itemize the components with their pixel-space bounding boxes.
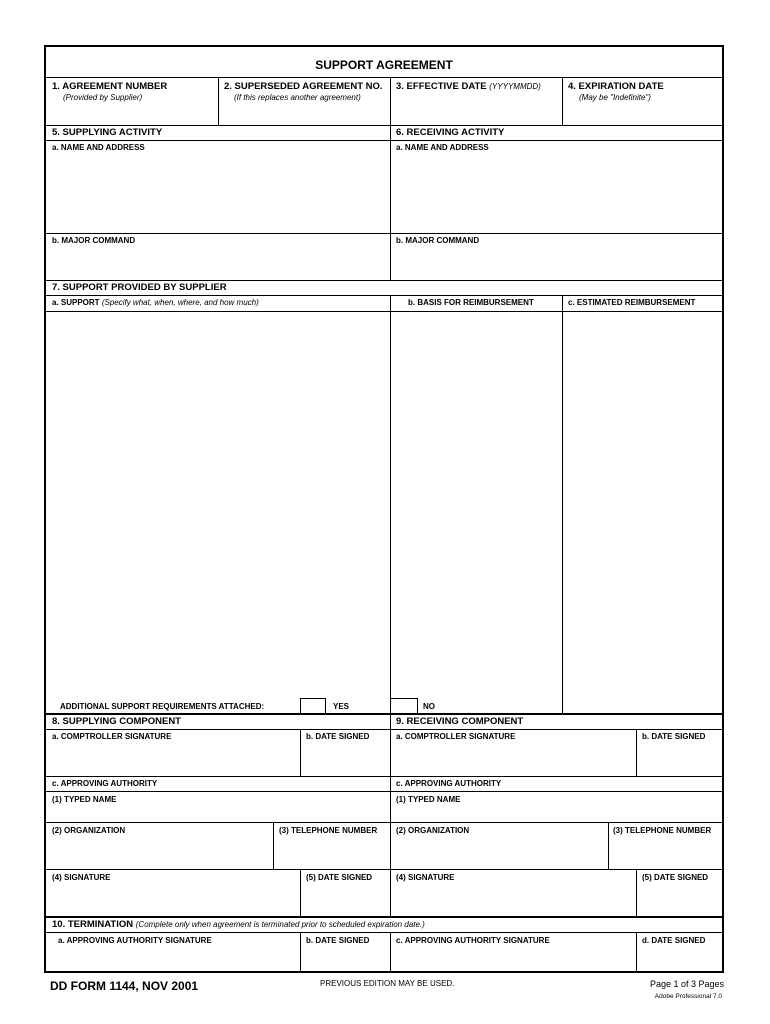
box9c3-label: (3) TELEPHONE NUMBER <box>613 826 712 835</box>
additional-support-label: ADDITIONAL SUPPORT REQUIREMENTS ATTACHED: <box>60 702 265 711</box>
receiving-telephone-field[interactable] <box>608 837 722 869</box>
basis-reimbursement-field[interactable] <box>390 312 562 713</box>
box8c5-label: (5) DATE SIGNED <box>306 873 373 882</box>
termination-signature-a-field[interactable] <box>46 947 300 971</box>
box6a-label: a. NAME AND ADDRESS <box>396 143 489 152</box>
box7a-note: (Specify what, when, where, and how much) <box>101 298 259 307</box>
page-count: Page 1 of 3 Pages <box>649 979 724 989</box>
receiving-approver-date-field[interactable] <box>636 884 722 917</box>
yes-label: YES <box>333 702 350 711</box>
form-id: DD FORM 1144, NOV 2001 <box>50 979 199 993</box>
additional-support-yes-checkbox[interactable] <box>300 698 326 714</box>
box8b-label: b. DATE SIGNED <box>306 732 370 741</box>
box7a-label: a. SUPPORT (Specify what, when, where, and how much) <box>52 298 259 307</box>
box8-label: 8. SUPPLYING COMPONENT <box>52 716 181 727</box>
receiving-typed-name-field[interactable] <box>390 805 722 822</box>
supplying-organization-field[interactable] <box>46 837 273 869</box>
box8c3-label: (3) TELEPHONE NUMBER <box>279 826 378 835</box>
box10d-label: d. DATE SIGNED <box>642 936 706 945</box>
box9c5-label: (5) DATE SIGNED <box>642 873 709 882</box>
box8c-label: c. APPROVING AUTHORITY <box>52 779 158 788</box>
box1-label: 1. AGREEMENT NUMBER <box>52 81 168 92</box>
box2-note: (If this replaces another agreement) <box>234 93 361 102</box>
box10b-label: b. DATE SIGNED <box>306 936 370 945</box>
box7b-label: b. BASIS FOR REIMBURSEMENT <box>408 298 534 307</box>
support-description-field[interactable] <box>46 312 390 697</box>
box6b-label: b. MAJOR COMMAND <box>396 236 480 245</box>
additional-support-no-checkbox[interactable] <box>390 698 418 714</box>
box10a-label: a. APPROVING AUTHORITY SIGNATURE <box>58 936 212 945</box>
supplying-approver-signature-field[interactable] <box>46 884 300 917</box>
agreement-number-field[interactable] <box>46 105 218 125</box>
box5-label: 5. SUPPLYING ACTIVITY <box>52 127 163 138</box>
box9a-label: a. COMPTROLLER SIGNATURE <box>396 732 516 741</box>
receiving-comptroller-signature-field[interactable] <box>390 743 636 776</box>
box10c-label: c. APPROVING AUTHORITY SIGNATURE <box>396 936 550 945</box>
form-title: SUPPORT AGREEMENT <box>315 58 453 72</box>
box7c-label: c. ESTIMATED REIMBURSEMENT <box>568 298 696 307</box>
estimated-reimbursement-field[interactable] <box>562 312 722 713</box>
box6-label: 6. RECEIVING ACTIVITY <box>396 127 505 138</box>
termination-date-d-field[interactable] <box>636 947 722 971</box>
supplying-comptroller-date-field[interactable] <box>300 743 390 776</box>
box3-label: 3. EFFECTIVE DATE (YYYYMMDD) <box>396 81 541 92</box>
software-note: Adobe Professional 7.0 <box>654 993 722 1000</box>
box8c1-label: (1) TYPED NAME <box>52 795 117 804</box>
box9-label: 9. RECEIVING COMPONENT <box>396 716 524 727</box>
box7-label: 7. SUPPORT PROVIDED BY SUPPLIER <box>52 282 227 293</box>
box4-note: (May be "Indefinite") <box>579 93 651 102</box>
box8c2-label: (2) ORGANIZATION <box>52 826 126 835</box>
support-agreement-form <box>44 45 724 973</box>
box3-note: (YYYYMMDD) <box>489 82 541 91</box>
receiving-name-address-field[interactable] <box>390 153 722 233</box>
receiving-major-command-field[interactable] <box>390 246 722 280</box>
termination-signature-c-field[interactable] <box>390 947 636 971</box>
supplying-approver-date-field[interactable] <box>300 884 390 917</box>
box8a-label: a. COMPTROLLER SIGNATURE <box>52 732 172 741</box>
supplying-name-address-field[interactable] <box>46 153 390 233</box>
edition-note: PREVIOUS EDITION MAY BE USED. <box>320 979 455 988</box>
receiving-organization-field[interactable] <box>390 837 608 869</box>
box5b-label: b. MAJOR COMMAND <box>52 236 136 245</box>
receiving-comptroller-date-field[interactable] <box>636 743 722 776</box>
superseded-agreement-field[interactable] <box>218 105 390 125</box>
box9c1-label: (1) TYPED NAME <box>396 795 461 804</box>
box1-note: (Provided by Supplier) <box>63 93 143 102</box>
box9c2-label: (2) ORGANIZATION <box>396 826 470 835</box>
box9c-label: c. APPROVING AUTHORITY <box>396 779 502 788</box>
box8c4-label: (4) SIGNATURE <box>52 873 111 882</box>
box9c4-label: (4) SIGNATURE <box>396 873 455 882</box>
box10-label: 10. TERMINATION (Complete only when agreement is terminated prior to scheduled expiration date.) <box>52 919 425 930</box>
termination-date-b-field[interactable] <box>300 947 390 971</box>
supplying-major-command-field[interactable] <box>46 246 390 280</box>
supplying-telephone-field[interactable] <box>273 837 390 869</box>
receiving-approver-signature-field[interactable] <box>390 884 636 917</box>
box4-label: 4. EXPIRATION DATE <box>568 81 664 92</box>
box5a-label: a. NAME AND ADDRESS <box>52 143 145 152</box>
supplying-typed-name-field[interactable] <box>46 805 390 822</box>
supplying-comptroller-signature-field[interactable] <box>46 743 300 776</box>
box9b-label: b. DATE SIGNED <box>642 732 706 741</box>
expiration-date-field[interactable] <box>562 105 722 125</box>
box2-label: 2. SUPERSEDED AGREEMENT NO. <box>224 81 383 92</box>
no-label: NO <box>423 702 435 711</box>
box10-note: (Complete only when agreement is terminated prior to scheduled expiration date.) <box>135 920 425 929</box>
effective-date-field[interactable] <box>390 105 562 125</box>
